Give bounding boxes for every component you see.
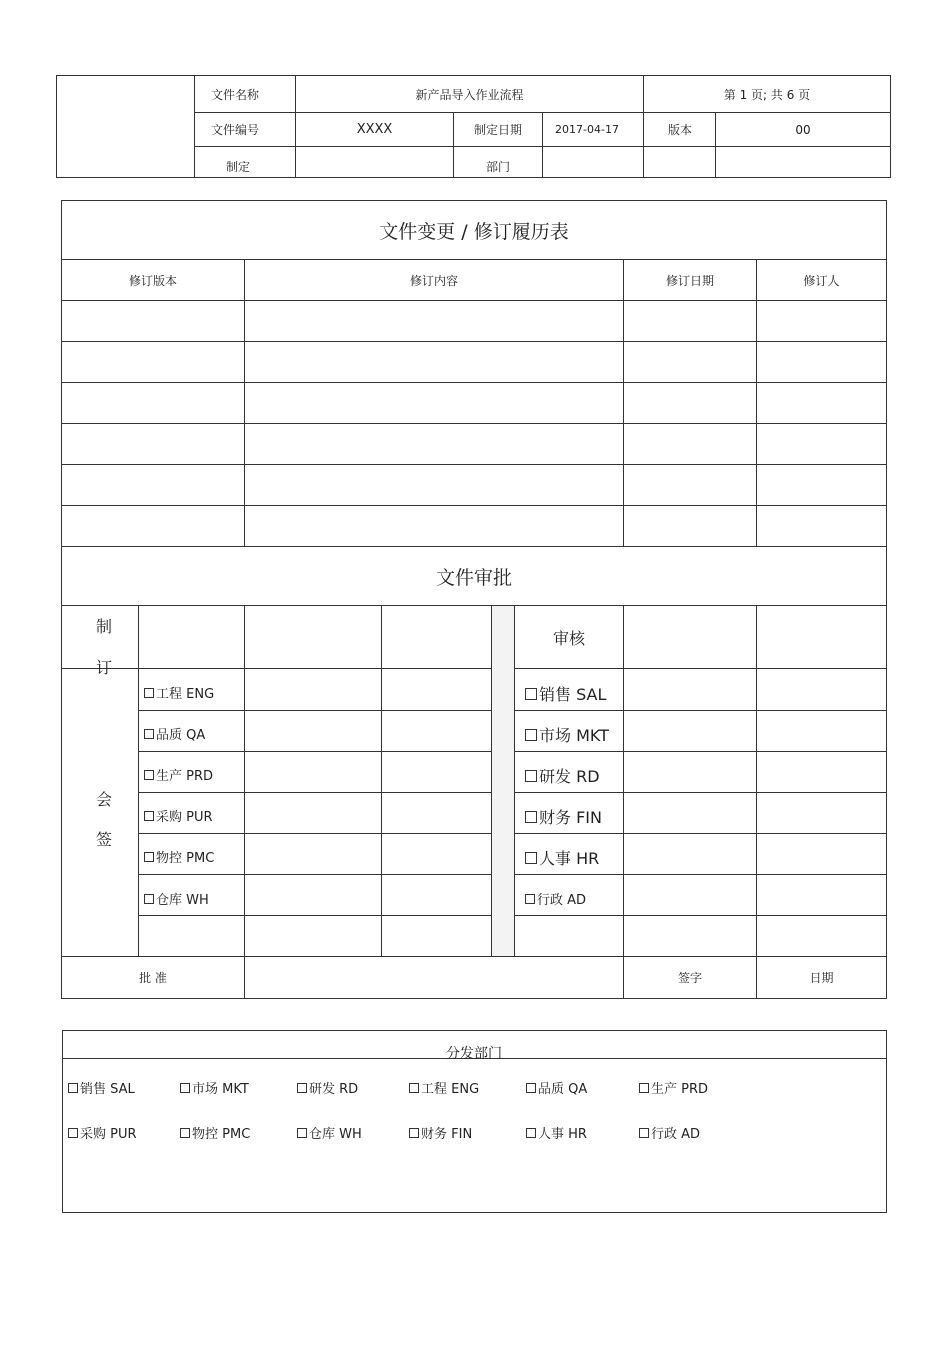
col-version: 修订版本 [128,273,177,288]
page-info: 第 1 页; 共 6 页 [723,87,811,102]
made-label-1: 制 [96,617,113,636]
sign-label: 签字 [677,971,702,985]
dist-checkbox-pur[interactable]: 采购 PUR [68,1123,137,1142]
checkbox-icon[interactable] [526,1128,536,1138]
doc-no-value: XXXX [356,122,393,137]
checkbox-icon[interactable] [525,688,537,700]
checkbox-icon[interactable] [144,770,154,780]
made-label-2: 订 [96,658,113,677]
doc-no-label: 文件编号 [210,123,259,137]
checkbox-icon[interactable] [526,1083,536,1093]
col-reviser: 修订人 [803,273,840,288]
cosign-checkbox-hr[interactable]: 人事 HR [525,846,599,869]
approval-title: 文件审批 [435,566,512,589]
dist-checkbox-prd[interactable]: 生产 PRD [639,1078,708,1097]
version-value: 00 [795,122,811,137]
distribution-title: 分发部门 [446,1046,502,1062]
dist-checkbox-eng[interactable]: 工程 ENG [409,1078,479,1097]
review-label: 审核 [552,628,585,648]
checkbox-icon[interactable] [68,1083,78,1093]
dept-label: 部门 [485,159,510,174]
checkbox-icon[interactable] [144,688,154,698]
cosign-checkbox-mkt[interactable]: 市场 MKT [525,723,609,746]
checkbox-icon[interactable] [180,1083,190,1093]
cosign-checkbox-fin[interactable]: 财务 FIN [525,805,602,828]
author-label: 制定 [225,159,250,174]
revision-title: 文件变更 / 修订履历表 [379,220,569,243]
dist-checkbox-fin[interactable]: 财务 FIN [409,1123,472,1142]
col-date: 修订日期 [665,273,714,288]
checkbox-icon[interactable] [639,1128,649,1138]
cosign-checkbox-pmc[interactable]: 物控 PMC [144,847,214,866]
cosign-label-1: 会 [96,790,113,809]
dist-checkbox-qa[interactable]: 品质 QA [526,1078,587,1097]
checkbox-icon[interactable] [409,1083,419,1093]
date-value: 2017-04-17 [555,123,619,136]
checkbox-icon[interactable] [525,770,537,782]
dist-checkbox-sal[interactable]: 销售 SAL [68,1078,135,1097]
checkbox-icon[interactable] [525,729,537,741]
cosign-checkbox-prd[interactable]: 生产 PRD [144,765,213,784]
dist-checkbox-pmc[interactable]: 物控 PMC [180,1123,250,1142]
checkbox-icon[interactable] [525,852,537,864]
cosign-checkbox-pur[interactable]: 采购 PUR [144,806,213,825]
cosign-checkbox-eng[interactable]: 工程 ENG [144,683,214,702]
dist-checkbox-wh[interactable]: 仓库 WH [297,1123,362,1142]
checkbox-icon[interactable] [297,1083,307,1093]
checkbox-icon[interactable] [144,894,154,904]
checkbox-icon[interactable] [639,1083,649,1093]
dist-checkbox-ad[interactable]: 行政 AD [639,1123,700,1142]
dist-checkbox-hr[interactable]: 人事 HR [526,1123,587,1142]
checkbox-icon[interactable] [144,811,154,821]
checkbox-icon[interactable] [68,1128,78,1138]
col-content: 修订内容 [409,273,458,288]
cosign-checkbox-sal[interactable]: 销售 SAL [525,682,606,705]
checkbox-icon[interactable] [180,1128,190,1138]
checkbox-icon[interactable] [144,852,154,862]
date-label: 制定日期 [473,123,522,137]
dist-checkbox-mkt[interactable]: 市场 MKT [180,1078,249,1097]
cosign-checkbox-wh[interactable]: 仓库 WH [144,889,209,908]
approve-label: 批 准 [139,971,167,985]
dist-checkbox-rd[interactable]: 研发 RD [297,1078,358,1097]
cosign-checkbox-ad[interactable]: 行政 AD [525,889,586,908]
approve-date-label: 日期 [809,971,834,985]
checkbox-icon[interactable] [409,1128,419,1138]
cosign-checkbox-qa[interactable]: 品质 QA [144,724,205,743]
cosign-label-2: 签 [96,830,113,849]
doc-name-label: 文件名称 [210,87,259,102]
checkbox-icon[interactable] [525,811,537,823]
checkbox-icon[interactable] [525,894,535,904]
checkbox-icon[interactable] [297,1128,307,1138]
checkbox-icon[interactable] [144,729,154,739]
cosign-checkbox-rd[interactable]: 研发 RD [525,764,600,787]
version-label: 版本 [667,123,692,137]
doc-name-value: 新产品导入作业流程 [415,87,524,102]
